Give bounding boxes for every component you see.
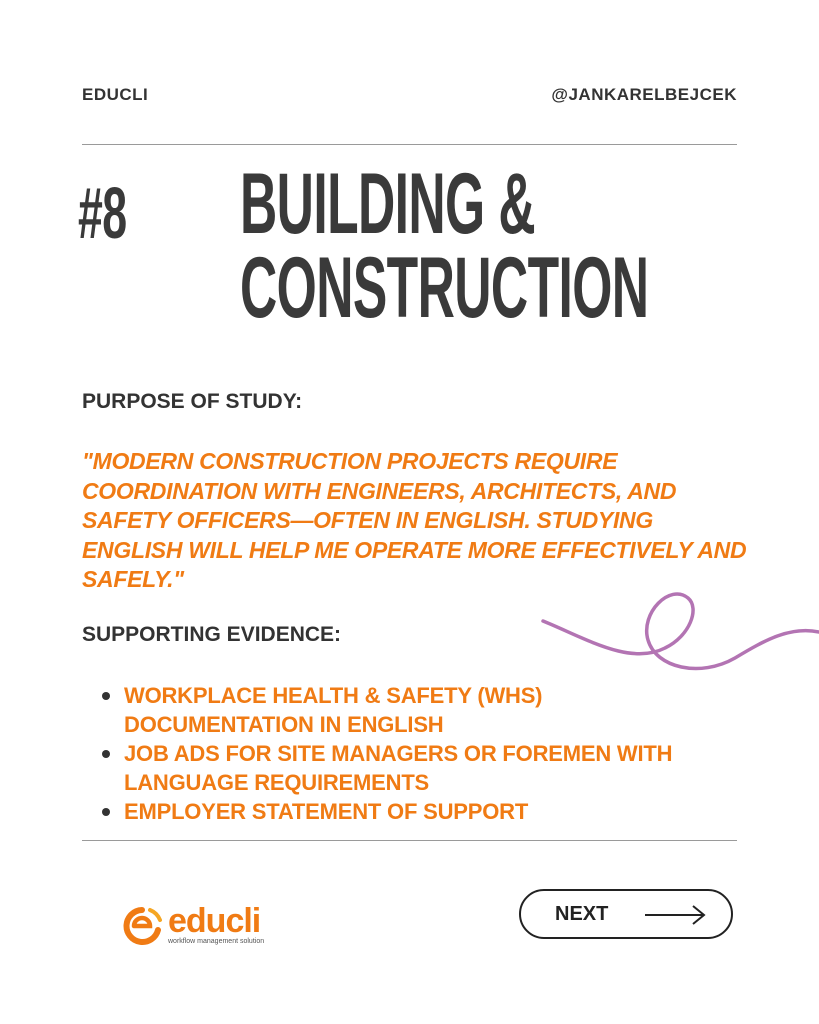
page-title: [240, 156, 649, 336]
title-line-2: CONSTRUCTION: [240, 240, 649, 336]
bottom-divider: [82, 840, 737, 841]
educli-logo-icon: [120, 904, 164, 948]
social-handle: @JANKARELBEJCEK: [551, 85, 737, 104]
slide-number: #8: [78, 174, 127, 254]
list-item-line: EMPLOYER STATEMENT OF SUPPORT: [124, 799, 529, 824]
quote-line: COORDINATION WITH ENGINEERS, ARCHITECTS, AND: [82, 477, 677, 504]
brand-label: EDUCLI: [82, 85, 149, 104]
list-item-line: LANGUAGE REQUIREMENTS: [124, 770, 430, 795]
next-button[interactable]: [519, 889, 733, 939]
arrow-right-icon: [645, 904, 707, 926]
list-item-line: DOCUMENTATION IN ENGLISH: [124, 712, 444, 737]
title-line-1: BUILDING &: [240, 156, 535, 252]
list-item: [100, 797, 760, 826]
evidence-label: SUPPORTING EVIDENCE:: [82, 623, 342, 646]
list-item-line: JOB ADS FOR SITE MANAGERS OR FOREMEN WITH: [124, 741, 673, 766]
top-divider: [82, 144, 737, 145]
bullet-dot: [102, 808, 110, 816]
purpose-label: PURPOSE OF STUDY:: [82, 390, 303, 413]
logo-tagline: workflow management solution: [168, 938, 265, 945]
decorative-squiggle: [540, 588, 819, 683]
next-button-label: NEXT: [555, 903, 609, 925]
quote-line: SAFETY OFFICERS—OFTEN IN ENGLISH. STUDYING: [82, 507, 653, 533]
quote-line: ENGLISH WILL HELP ME OPERATE MORE EFFECTIVELY AND: [82, 536, 747, 563]
purpose-quote: [82, 447, 802, 595]
list-item-line: WORKPLACE HEALTH & SAFETY (WHS): [124, 683, 543, 708]
educli-logo: [120, 904, 264, 948]
bullet-dot: [102, 750, 110, 758]
list-item: [100, 739, 760, 797]
quote-line: SAFELY.": [82, 566, 184, 592]
evidence-list: [100, 681, 760, 826]
list-item: [100, 681, 760, 739]
bullet-dot: [102, 692, 110, 700]
logo-wordmark: educli: [168, 902, 261, 940]
quote-line: "MODERN CONSTRUCTION PROJECTS REQUIRE: [82, 448, 618, 474]
